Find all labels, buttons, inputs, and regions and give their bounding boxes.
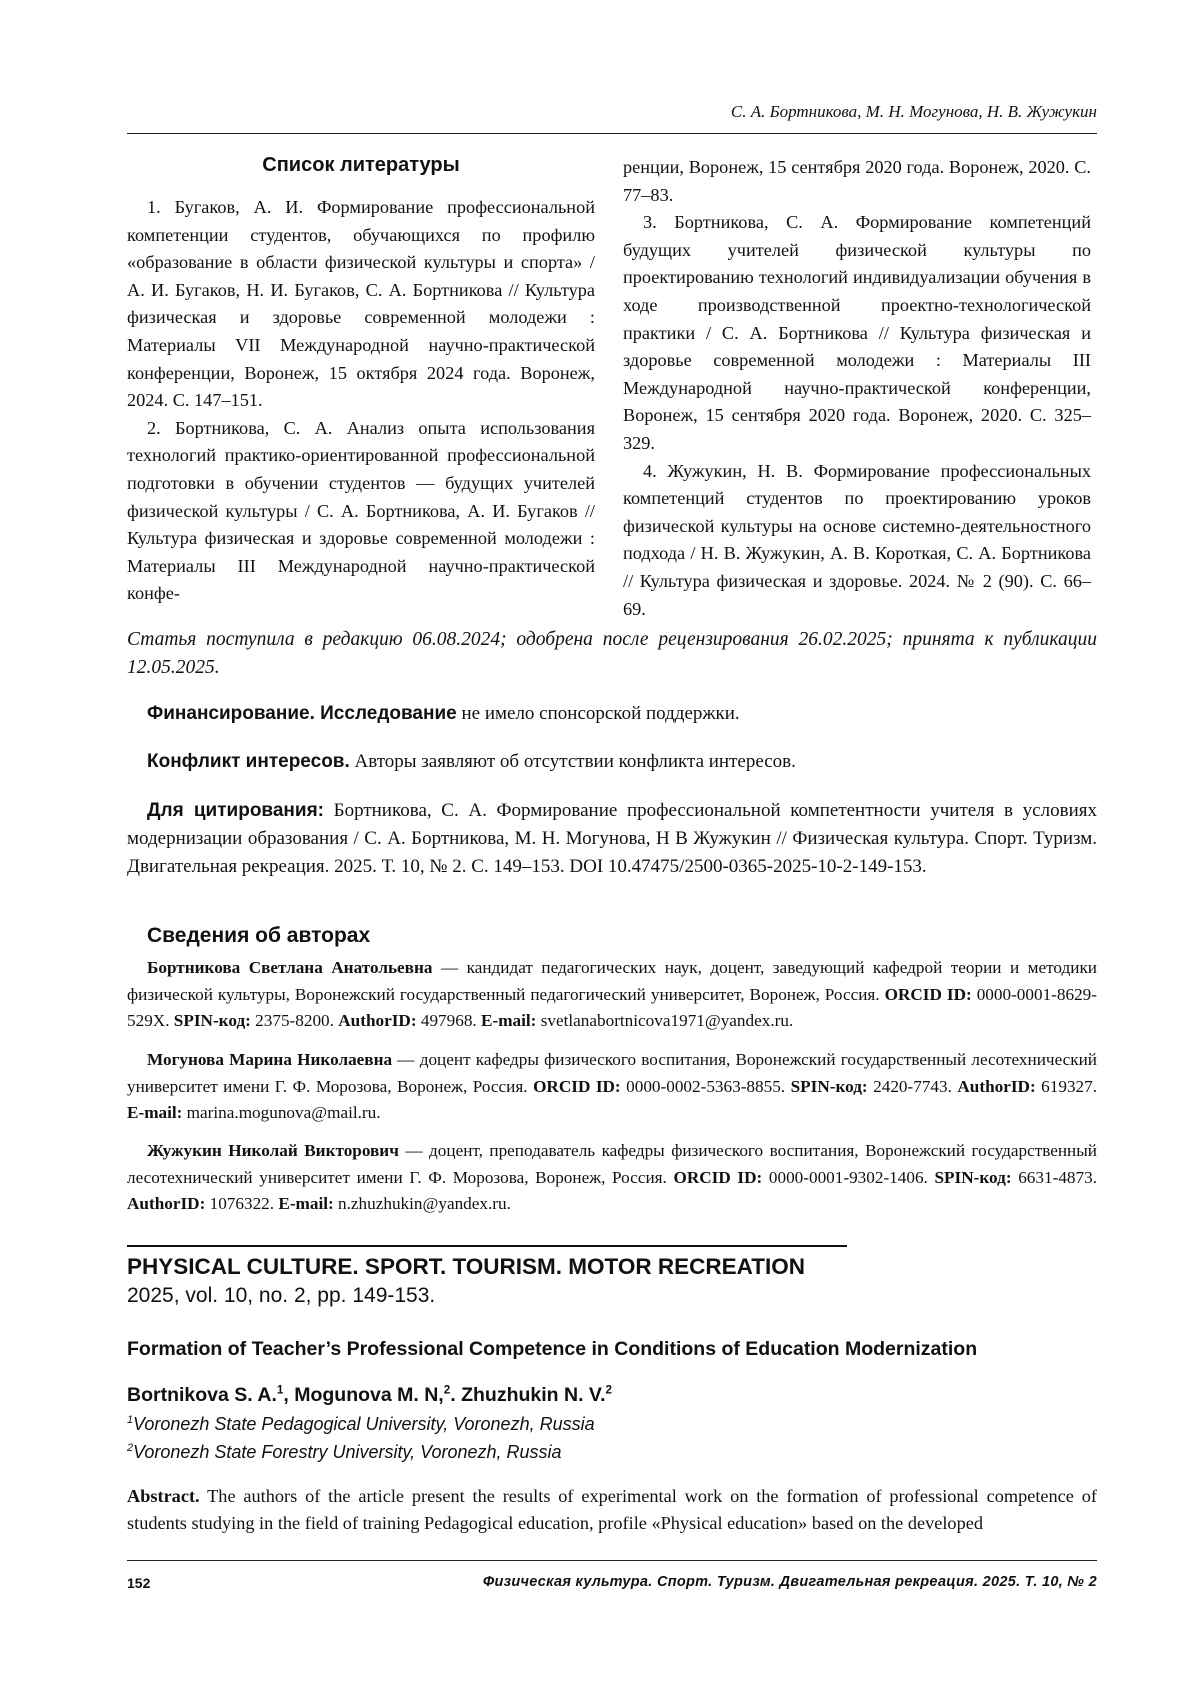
author-description: — доцент, преподаватель кафедры физического воспитания, Воронежский государственный лесотехнический университет имени Г. Ф. Морозова, Воронеж, Россия. bbox=[127, 1141, 1097, 1187]
email-value: n.zhuzhukin@yandex.ru. bbox=[333, 1194, 511, 1214]
funding-text: не имело спонсорской поддержки. bbox=[456, 703, 740, 724]
email-label: E-mail: bbox=[278, 1194, 334, 1214]
reference-item: 1. Бугаков, А. И. Формирование профессиональной компетенции студентов, обучающихся по профилю «образование в области физической культуры и спорта» / А. И. Бугаков, Н. И. Бугаков, С. А. Бортникова // Культура физическая и здоровье современной молодежи : Материалы VII Международной научно-практической конференции, Воронеж, 15 октября 2024 года. Воронеж, 2024. С. 147–151. bbox=[127, 197, 595, 411]
author-description: — доцент кафедры физического воспитания, Воронежский государственный лесотехнический университет имени Г. Ф. Морозова, Воронеж, Россия. bbox=[127, 1050, 1097, 1096]
spin-value: 2375-8200. bbox=[250, 1011, 339, 1031]
reference-item-continued: ренции, Воронеж, 15 сентября 2020 года. Воронеж, 2020. С. 77–83. bbox=[623, 157, 1091, 205]
abstract bbox=[127, 1483, 1097, 1537]
email-label: E-mail: bbox=[127, 1103, 183, 1123]
author-info bbox=[127, 955, 1097, 1035]
orcid-label: ORCID ID: bbox=[533, 1076, 621, 1096]
spin-label: SPIN-код: bbox=[790, 1076, 868, 1096]
english-author: . Zhuzhukin N. V. bbox=[450, 1384, 606, 1406]
english-article-title: Formation of Teacher’s Professional Competence in Conditions of Education Modernization bbox=[127, 1338, 978, 1360]
reference-item: 2. Бортникова, С. А. Анализ опыта использования технологий практико-ориентированной профессиональной подготовки в обучении студентов — будущих учителей физической культуры / С. А. Бортникова, А. И. Бугаков // Культура физическая и здоровье современной молодежи : Материалы III Международной научно-практической конфе- bbox=[127, 417, 595, 604]
affiliation bbox=[127, 1442, 562, 1463]
conflict-statement bbox=[127, 748, 1097, 776]
conflict-text: Авторы заявляют об отсутствии конфликта интересов. bbox=[349, 751, 796, 772]
authorid-value: 1076322. bbox=[205, 1194, 279, 1214]
authors-heading: Сведения об авторах bbox=[147, 924, 371, 947]
references-column-right bbox=[623, 154, 1091, 623]
author-info bbox=[127, 1047, 1097, 1127]
footer-rule bbox=[127, 1560, 1097, 1561]
author-name: Жужукин Николай Викторович bbox=[147, 1141, 399, 1160]
citation-statement bbox=[127, 797, 1097, 881]
author-name: Бортникова Светлана Анатольевна bbox=[147, 958, 433, 977]
funding-label: Финансирование. Исследование bbox=[147, 703, 457, 724]
funding-statement bbox=[127, 700, 1097, 728]
journal-name: PHYSICAL CULTURE. SPORT. TOURISM. MOTOR RECREATION bbox=[127, 1254, 805, 1279]
citation-text: Бортникова, С. А. Формирование профессиональной компетентности учителя в условиях модернизации образования / С. А. Бортникова, М. Н. Могунова, Н В Жужукин // Физическая культура. Спорт. Туризм. Двигательная рекреация. 2025. Т. 10, № 2. С. 149–153. DOI 10.47475/2500-0365-2025-10-2-149-153. bbox=[127, 800, 1097, 877]
english-section-rule bbox=[127, 1245, 847, 1247]
article-received-note: Статья поступила в редакцию 06.08.2024; одобрена после рецензирования 26.02.2025; принята к публикации 12.05.2025. bbox=[127, 629, 1097, 678]
authorid-label: AuthorID: bbox=[127, 1194, 206, 1214]
journal-volume: 2025, vol. 10, no. 2, pp. 149-153. bbox=[127, 1284, 436, 1307]
references-column-left bbox=[127, 152, 595, 608]
author-name: Могунова Марина Николаевна bbox=[147, 1050, 393, 1069]
authorid-value: 497968. bbox=[416, 1011, 482, 1031]
author-description: — кандидат педагогических наук, доцент, заведующий кафедрой теории и методики физической культуры, Воронежский государственный педагогический университет, Воронеж, Россия. bbox=[127, 958, 1097, 1004]
email-value: marina.mogunova@mail.ru. bbox=[182, 1103, 381, 1123]
references-heading: Список литературы bbox=[262, 154, 460, 176]
conflict-label: Конфликт интересов. bbox=[147, 751, 350, 772]
english-authors bbox=[127, 1384, 612, 1407]
orcid-value: 0000-0002-5363-8855. bbox=[620, 1076, 791, 1096]
orcid-value: 0000-0001-9302-1406. bbox=[762, 1167, 935, 1187]
author-info bbox=[127, 1138, 1097, 1218]
authorid-label: AuthorID: bbox=[957, 1076, 1036, 1096]
orcid-label: ORCID ID: bbox=[884, 984, 972, 1004]
authorid-value: 619327. bbox=[1035, 1076, 1098, 1096]
english-author: Bortnikova S. A. bbox=[127, 1384, 277, 1406]
spin-value: 6631-4873. bbox=[1011, 1167, 1097, 1187]
orcid-label: ORCID ID: bbox=[673, 1167, 763, 1187]
affiliation bbox=[127, 1414, 595, 1435]
abstract-label: Abstract. bbox=[127, 1486, 200, 1506]
spin-label: SPIN-код: bbox=[173, 1011, 251, 1031]
affiliation-text: Voronezh State Pedagogical University, Voronezh, Russia bbox=[133, 1414, 595, 1434]
affiliation-marker: 2 bbox=[605, 1383, 613, 1397]
footer-journal-title: Физическая культура. Спорт. Туризм. Двигательная рекреация. 2025. Т. 10, № 2 bbox=[482, 1574, 1097, 1590]
header-rule bbox=[127, 133, 1097, 134]
reference-item: 4. Жужукин, Н. В. Формирование профессиональных компетенций студентов по проектированию уроков физической культуры на основе системно-деятельностного подхода / Н. В. Жужукин, А. В. Короткая, С. А. Бортникова // Культура физическая и здоровье. 2024. № 2 (90). С. 66–69. bbox=[623, 460, 1091, 619]
email-value: svetlanabortnicova1971@yandex.ru. bbox=[536, 1011, 794, 1031]
affiliation-text: Voronezh State Forestry University, Voronezh, Russia bbox=[133, 1442, 562, 1462]
authorid-label: AuthorID: bbox=[338, 1011, 417, 1031]
affiliation-marker: 1 bbox=[127, 1414, 134, 1426]
reference-item: 3. Бортникова, С. А. Формирование компетенций будущих учителей физической культуры по проектированию технологий индивидуализации обучения в ходе производственной проектно-технологической практики / С. А. Бортникова // Культура физическая и здоровье современной молодежи : Материалы III Международной научно-практической конференции, Воронеж, 15 сентября 2020 года. Воронеж, 2020. С. 325–329. bbox=[623, 212, 1091, 453]
spin-label: SPIN-код: bbox=[934, 1167, 1012, 1187]
spin-value: 2420-7743. bbox=[867, 1076, 958, 1096]
affiliation-marker: 2 bbox=[127, 1442, 134, 1454]
orcid-value: 0000-0001-8629-529X. bbox=[127, 984, 1097, 1031]
abstract-text: The authors of the article present the results of experimental work on the formation of professional competence of students studying in the field of training Pedagogical education, profile «Physical education» based on the developed bbox=[127, 1486, 1097, 1533]
email-label: E-mail: bbox=[481, 1011, 537, 1031]
page-number: 152 bbox=[127, 1575, 151, 1591]
affiliation-marker: 2 bbox=[443, 1383, 451, 1397]
affiliation-marker: 1 bbox=[276, 1383, 284, 1397]
citation-label: Для цитирования: bbox=[147, 800, 324, 821]
running-header: С. А. Бортникова, М. Н. Могунова, Н. В. Жужукин bbox=[730, 102, 1097, 121]
english-author: , Mogunova M. N, bbox=[283, 1384, 444, 1406]
